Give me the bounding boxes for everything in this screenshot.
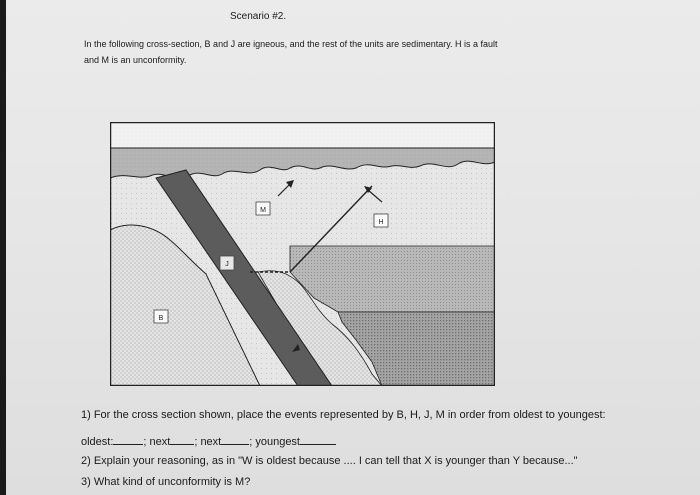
scenario-title: Scenario #2. — [230, 11, 287, 22]
intro-line-1: In the following cross-section, B and J are igneous, and the rest of the units are sedimentary. H is a fault — [84, 39, 498, 49]
question-2: 2) Explain your reasoning, as in "W is oldest because .... I can tell that X is younger than Y because..." — [81, 455, 578, 467]
intro-line-2: and M is an unconformity. — [84, 55, 187, 65]
label-m-text: M — [260, 207, 266, 214]
worksheet-page — [6, 0, 700, 495]
question-1: 1) For the cross section shown, place the events represented by B, H, J, M in order from oldest to youngest: — [81, 409, 606, 421]
youngest-blank[interactable] — [300, 433, 336, 445]
question-3: 3) What kind of unconformity is M? — [81, 476, 251, 488]
label-j — [220, 256, 234, 270]
next-label-1: ; next — [143, 436, 171, 448]
next-blank-2[interactable] — [221, 433, 249, 445]
oldest-blank[interactable] — [113, 433, 143, 445]
order-answer-line — [81, 433, 336, 448]
label-m — [256, 202, 270, 215]
label-h-text: H — [378, 219, 384, 226]
label-b-text: B — [158, 315, 164, 322]
next-label-2: ; next — [194, 436, 222, 448]
label-h — [374, 214, 388, 227]
gray-layer — [290, 246, 495, 312]
cross-section-diagram — [110, 122, 495, 386]
oldest-label: oldest: — [81, 436, 114, 448]
top-band — [110, 122, 495, 148]
label-b — [154, 310, 168, 323]
next-blank-1[interactable] — [170, 433, 194, 445]
label-j-text: J — [225, 261, 229, 268]
youngest-label: ; youngest — [249, 436, 300, 448]
